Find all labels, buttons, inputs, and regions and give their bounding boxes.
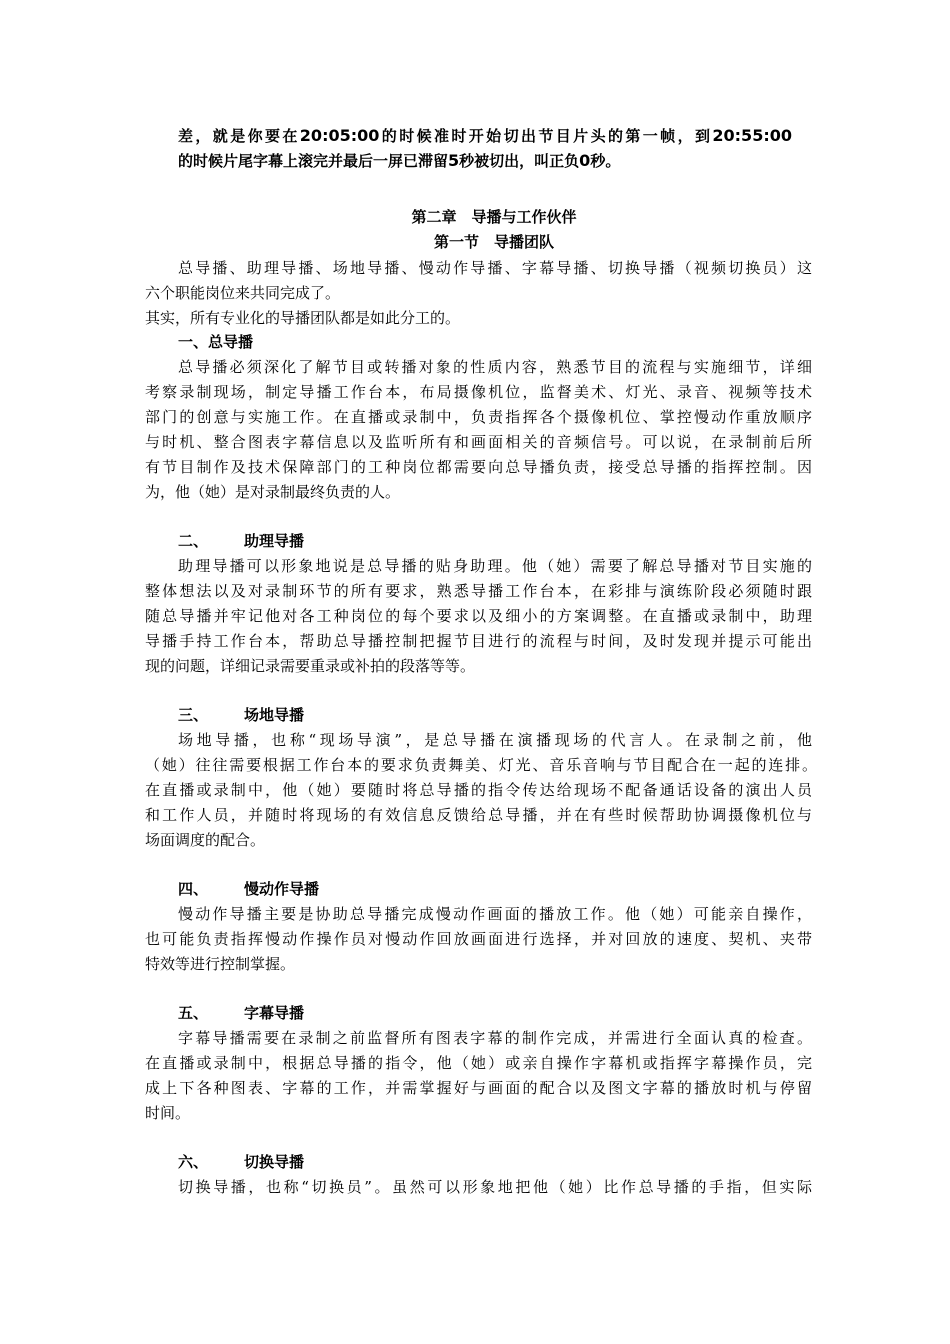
section-heading-2: 二、 助理导播 bbox=[178, 532, 305, 550]
body-line: 特效等进行控制掌握。 bbox=[145, 955, 296, 973]
body-line: 现的问题，详细记录需要重录或补拍的段落等等。 bbox=[145, 657, 476, 675]
body-line: （她）往往需要根据工作台本的要求负责舞美、灯光、音乐音响与节目配合在一起的连排。 bbox=[145, 756, 817, 774]
body-line: 成上下各种图表、字幕的工作，并需掌握好与画面的配合以及图文字幕的播放时机与停留 bbox=[145, 1079, 812, 1097]
overview-line: 六个职能岗位来共同完成了。 bbox=[145, 284, 341, 302]
section-heading-5: 五、 字幕导播 bbox=[178, 1004, 305, 1022]
body-line: 在直播或录制中，根据总导播的指令，他（她）或亲自操作字幕机或指挥字幕操作员，完 bbox=[145, 1054, 812, 1072]
body-line: 在直播或录制中，他（她）要随时将总导播的指令传达给现场不配备通话设备的演出人员 bbox=[145, 781, 812, 799]
body-line: 场面调度的配合。 bbox=[145, 831, 266, 849]
section-heading-3: 三、 场地导播 bbox=[178, 706, 305, 724]
intro-line-2: 的时候片尾字幕上滚完并最后一屏已滞留5秒被切出，叫正负0秒。 bbox=[178, 151, 621, 170]
body-line: 导播手持工作台本，帮助总导播控制把握节目进行的流程与时间，及时发现并提示可能出 bbox=[145, 632, 812, 650]
section-heading-6: 六、 切换导播 bbox=[178, 1153, 305, 1171]
body-line: 有节目制作及技术保障部门的工种岗位都需要向总导播负责，接受总导播的指挥控制。因 bbox=[145, 458, 812, 476]
body-line: 与时机、整合图表字幕信息以及监听所有和画面相关的音频信号。可以说，在录制前后所 bbox=[145, 433, 812, 451]
time-start: 20:05:00 bbox=[299, 126, 380, 145]
body-line: 助理导播可以形象地说是总导播的贴身助理。他（她）需要了解总导播对节目实施的 bbox=[178, 557, 812, 575]
section-heading-1: 一、总导播 bbox=[178, 333, 254, 351]
body-line: 时间。 bbox=[145, 1104, 191, 1122]
intro-line-1: 差，就是你要在20:05:00的时候准时开始切出节目片头的第一帧，到20:55:00 bbox=[178, 126, 792, 145]
body-line: 总导播必须深化了解节目或转播对象的性质内容，熟悉节目的流程与实施细节，详细 bbox=[178, 358, 812, 376]
body-line: 部门的创意与实施工作。在直播或录制中，负责指挥各个摄像机位、掌控慢动作重放顺序 bbox=[145, 408, 812, 426]
body-line: 整体想法以及对录制环节的所有要求，熟悉导播工作台本，在彩排与演练阶段必须随时跟 bbox=[145, 582, 812, 600]
body-line: 切换导播，也称“切换员”。虽然可以形象地把他（她）比作总导播的手指，但实际 bbox=[178, 1178, 812, 1196]
section-title: 第一节 导播团队 bbox=[433, 233, 554, 251]
body-line: 和工作人员，并随时将现场的有效信息反馈给总导播，并在有些时候帮助协调摄像机位与 bbox=[145, 806, 812, 824]
body-line: 考察录制现场，制定导播工作台本，布局摄像机位，监督美术、灯光、录音、视频等技术 bbox=[145, 383, 812, 401]
chapter-title: 第二章 导播与工作伙伴 bbox=[411, 208, 577, 226]
section-heading-4: 四、 慢动作导播 bbox=[178, 880, 320, 898]
body-line: 字幕导播需要在录制之前监督所有图表字幕的制作完成，并需进行全面认真的检查。 bbox=[178, 1029, 812, 1047]
time-end: 20:55:00 bbox=[712, 126, 792, 145]
overview-line: 其实，所有专业化的导播团队都是如此分工的。 bbox=[145, 309, 461, 327]
body-line: 场地导播，也称“现场导演”，是总导播在演播现场的代言人。在录制之前，他 bbox=[178, 731, 812, 749]
overview-line: 总导播、助理导播、场地导播、慢动作导播、字幕导播、切换导播（视频切换员）这 bbox=[178, 259, 812, 277]
body-line: 为，他（她）是对录制最终负责的人。 bbox=[145, 483, 401, 501]
body-line: 慢动作导播主要是协助总导播完成慢动作画面的播放工作。他（她）可能亲自操作， bbox=[178, 905, 812, 923]
body-line: 随总导播并牢记他对各工种岗位的每个要求以及细小的方案调整。在直播或录制中，助理 bbox=[145, 607, 812, 625]
body-line: 也可能负责指挥慢动作操作员对慢动作回放画面进行选择，并对回放的速度、契机、夹带 bbox=[145, 930, 812, 948]
